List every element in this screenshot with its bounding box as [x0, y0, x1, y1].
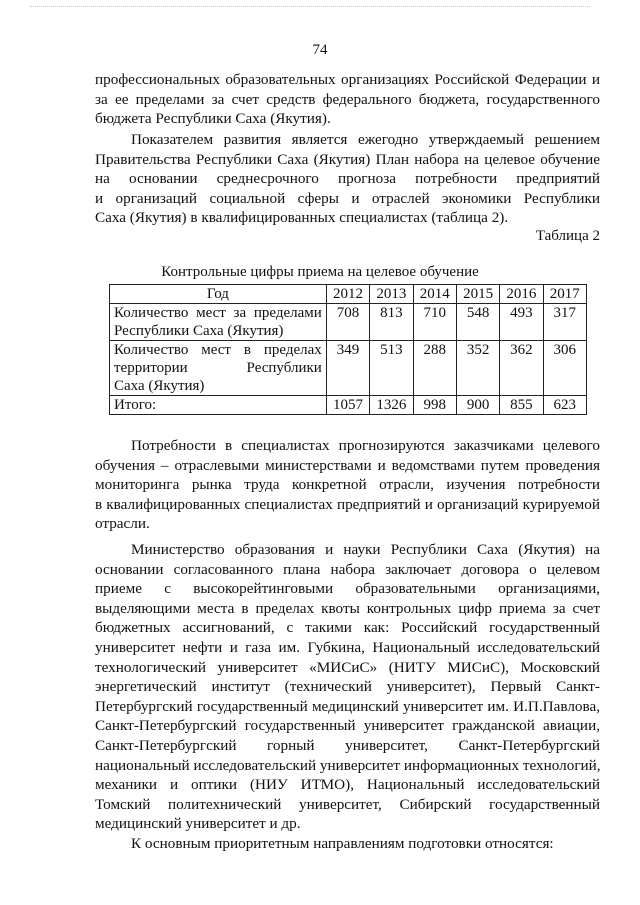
- paragraph-continuation: [95, 70, 600, 129]
- text-line: выделяющими места в пределах квоты контрольных цифр приема за счет: [95, 599, 600, 617]
- text-line: медицинский университет и др.: [95, 815, 301, 833]
- row-label-line: Итого:: [114, 397, 157, 413]
- row-label-line: Количество мест за пределами: [114, 305, 322, 321]
- table-cell: 900: [456, 396, 499, 415]
- table-cell: 1057: [326, 396, 369, 415]
- table-row: [110, 304, 587, 341]
- table-cell: 1326: [370, 396, 413, 415]
- text-line: Санкт-Петербургский горный университет, Санкт-Петербургский: [95, 736, 600, 754]
- text-line: приеме с высокорейтинговыми образовательными организациями,: [95, 580, 600, 598]
- scan-artifact-line: [30, 6, 590, 10]
- table-cell: 623: [543, 396, 586, 415]
- header-year-label: Год: [110, 285, 327, 304]
- text-line: на основании среднесрочного прогноза потребности предприятий: [95, 170, 600, 188]
- header-year: 2014: [413, 285, 456, 304]
- table-cell: 710: [413, 304, 456, 341]
- text-line: обучения – отраслевыми министерствами и ведомствами путем проведения: [95, 456, 600, 474]
- text-line: мониторинга рынка труда конкретной отрасли, изучения потребности: [95, 476, 600, 494]
- row-label-line: Саха (Якутия): [114, 378, 205, 394]
- table-cell: 998: [413, 396, 456, 415]
- paragraph-development-indicator: [95, 130, 600, 228]
- text-line: энергетический институт (технический университет), Первый Санкт-: [95, 678, 600, 696]
- table-cell: 548: [456, 304, 499, 341]
- table-cell: 362: [500, 341, 543, 396]
- table-cell: 513: [370, 341, 413, 396]
- text-line: Саха (Якутия) в квалифицированных специалистах (таблица 2).: [95, 209, 509, 227]
- header-year: 2016: [500, 285, 543, 304]
- header-year: 2013: [370, 285, 413, 304]
- header-year: 2012: [326, 285, 369, 304]
- text-line: в квалифицированных специалистах предприятий и организаций курируемой: [95, 495, 600, 513]
- paragraph-demand-forecast: [95, 436, 600, 534]
- table-cell: 352: [456, 341, 499, 396]
- table-cell: 288: [413, 341, 456, 396]
- text-line: университет нефти и газа им. Губкина, Национальный исследовательский: [95, 638, 600, 656]
- table-cell: 306: [543, 341, 586, 396]
- text-line: основании согласованного плана набора заключает договора о целевом: [95, 560, 600, 578]
- text-line: Санкт-Петербургский государственный университет гражданской авиации,: [95, 717, 600, 735]
- text-line: бюджета Республики Саха (Якутия).: [95, 110, 331, 128]
- text-line: Показателем развития является ежегодно утверждаемый решением: [131, 131, 600, 148]
- row-label-line: Количество мест в пределах: [114, 342, 322, 358]
- table-cell: 813: [370, 304, 413, 341]
- table-cell: 317: [543, 304, 586, 341]
- row-label-line: Республики Саха (Якутия): [114, 323, 284, 339]
- text-line: Петербургский государственный медицинский университет им. И.П.Павлова,: [95, 697, 600, 715]
- table-cell: 493: [500, 304, 543, 341]
- paragraph-priority-directions: [95, 834, 600, 854]
- table-cell: 349: [326, 341, 369, 396]
- table-row-total: [110, 396, 587, 415]
- text-line: К основным приоритетным направлениям подготовки относятся:: [131, 835, 554, 852]
- text-line: профессиональных образовательных организациях Российской Федерации и: [95, 71, 600, 88]
- table-label: Таблица 2: [535, 228, 600, 244]
- text-line: Министерство образования и науки Республики Саха (Якутия) на: [131, 541, 600, 558]
- text-line: отрасли.: [95, 515, 150, 533]
- admission-quota-table: [109, 284, 587, 415]
- text-line: национальный исследовательский университет информационных технологий,: [95, 756, 601, 774]
- paragraph-ministry-agreements: [95, 540, 600, 834]
- text-line: Потребности в специалистах прогнозируются заказчиками целевого: [131, 437, 600, 454]
- text-line: бюджетных ассигнований, с такими как: Российский государственный: [95, 619, 600, 637]
- table-caption: Контрольные цифры приема на целевое обучение: [161, 264, 479, 280]
- row-label: [110, 304, 327, 341]
- header-year: 2015: [456, 285, 499, 304]
- row-label: [110, 341, 327, 396]
- table-cell: 708: [326, 304, 369, 341]
- text-line: Томский политехнический университет, Сибирский государственный: [95, 795, 600, 813]
- text-line: за ее пределами за счет средств федерального бюджета, государственного: [95, 90, 600, 108]
- row-label-line: территории Республики: [114, 360, 322, 376]
- text-line: и организаций социальной сферы и отраслей экономики Республики: [95, 189, 600, 207]
- table-header-row: [110, 285, 587, 304]
- table-cell: 855: [500, 396, 543, 415]
- page-number: 74: [312, 42, 328, 58]
- text-line: Правительства Республики Саха (Якутия) План набора на целевое обучение: [95, 150, 600, 168]
- row-label: [110, 396, 327, 415]
- text-line: технологический университет «МИСиС» (НИТУ МИСиС), Московский: [95, 658, 600, 676]
- header-year: 2017: [543, 285, 586, 304]
- table-row: [110, 341, 587, 396]
- text-line: механики и оптики (НИУ ИТМО), Национальный исследовательский: [95, 776, 600, 794]
